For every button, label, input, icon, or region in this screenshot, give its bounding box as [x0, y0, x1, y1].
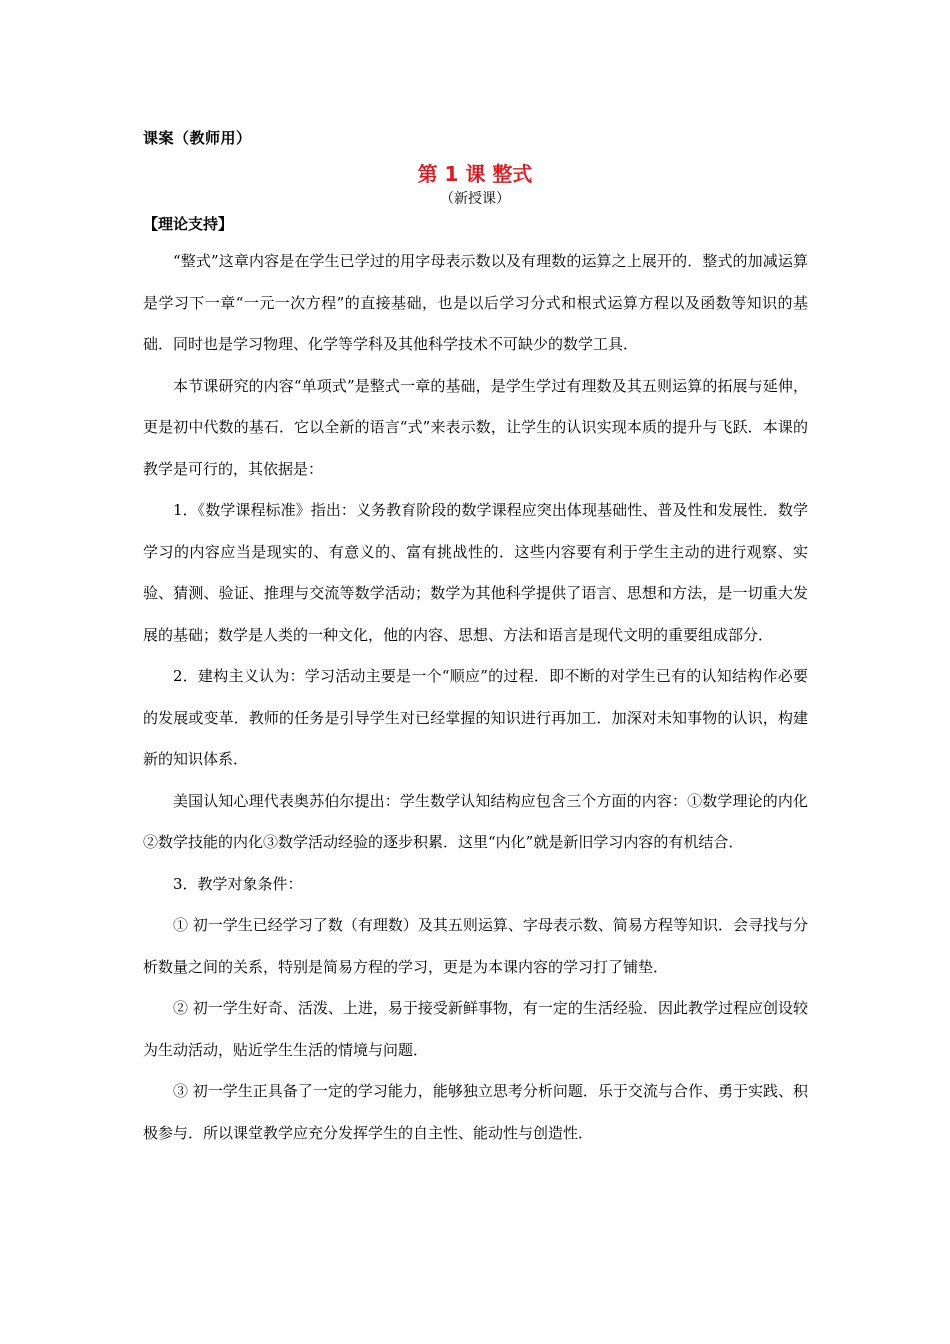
paragraph-condition-2: ② 初一学生好奇、活泼、上进，易于接受新鲜事物，有一定的生活经验．因此教学过程应创设较为生动活动，贴近学生生活的情境与问题．: [143, 999, 808, 1059]
header-label: 课案（教师用）: [143, 129, 252, 147]
body-text: [143, 241, 808, 1154]
page-subtitle: （新授课）: [440, 191, 510, 207]
paragraph-point-3: 3．教学对象条件：: [173, 874, 303, 893]
section-heading: 【理论支持】: [143, 215, 234, 233]
paragraph-lesson-content: 本节课研究的内容“单项式”是整式一章的基础，是学生学过有理数及其五则运算的拓展与延伸，更是初中代数的基石．它以全新的语言“式”来表示数，让学生的认识实现本质的提升与飞跃．本课的教学是可行的，其依据是：: [143, 376, 808, 478]
paragraph-point-1: 1．《数学课程标准》指出：义务教育阶段的数学课程应突出体现基础性、普及性和发展性．数学学习的内容应当是现实的、有意义的、富有挑战性的．这些内容要有利于学生主动的进行观察、实验、猜测、验证、推理与交流等数学活动；数学为其他科学提供了语言、思想和方法，是一切重大发展的基础；数学是人类的一种文化，他的内容、思想、方法和语言是现代文明的重要组成部分．: [143, 501, 808, 644]
page-title: 第 1 课 整式: [417, 162, 533, 186]
paragraph-condition-1: ① 初一学生已经学习了数（有理数）及其五则运算、字母表示数、简易方程等知识．会寻找与分析数量之间的关系，特别是简易方程的学习，更是为本课内容的学习打了铺垫．: [143, 916, 808, 976]
paragraph-ausubel: 美国认知心理代表奥苏伯尔提出：学生数学认知结构应包含三个方面的内容：①数学理论的内化②数学技能的内化③数学活动经验的逐步积累．这里“内化”就是新旧学习内容的有机结合．: [143, 791, 808, 851]
paragraph-intro: “整式”这章内容是在学生已学过的用字母表示数以及有理数的运算之上展开的．整式的加减运算是学习下一章“一元一次方程”的直接基础，也是以后学习分式和根式运算方程以及函数等知识的基础．同时也是学习物理、化学等学科及其他科学技术不可缺少的数学工具．: [143, 252, 808, 353]
paragraph-condition-3: ③ 初一学生正具备了一定的学习能力，能够独立思考分析问题．乐于交流与合作、勇于实践、积极参与．所以课堂教学应充分发挥学生的自主性、能动性与创造性．: [143, 1082, 808, 1142]
paragraph-point-2: 2．建构主义认为：学习活动主要是一个“顺应”的过程．即不断的对学生已有的认知结构作必要的发展或变革．教师的任务是引导学生对已经掌握的知识进行再加工．加深对未知事物的认识，构建新的知识体系．: [143, 667, 808, 768]
